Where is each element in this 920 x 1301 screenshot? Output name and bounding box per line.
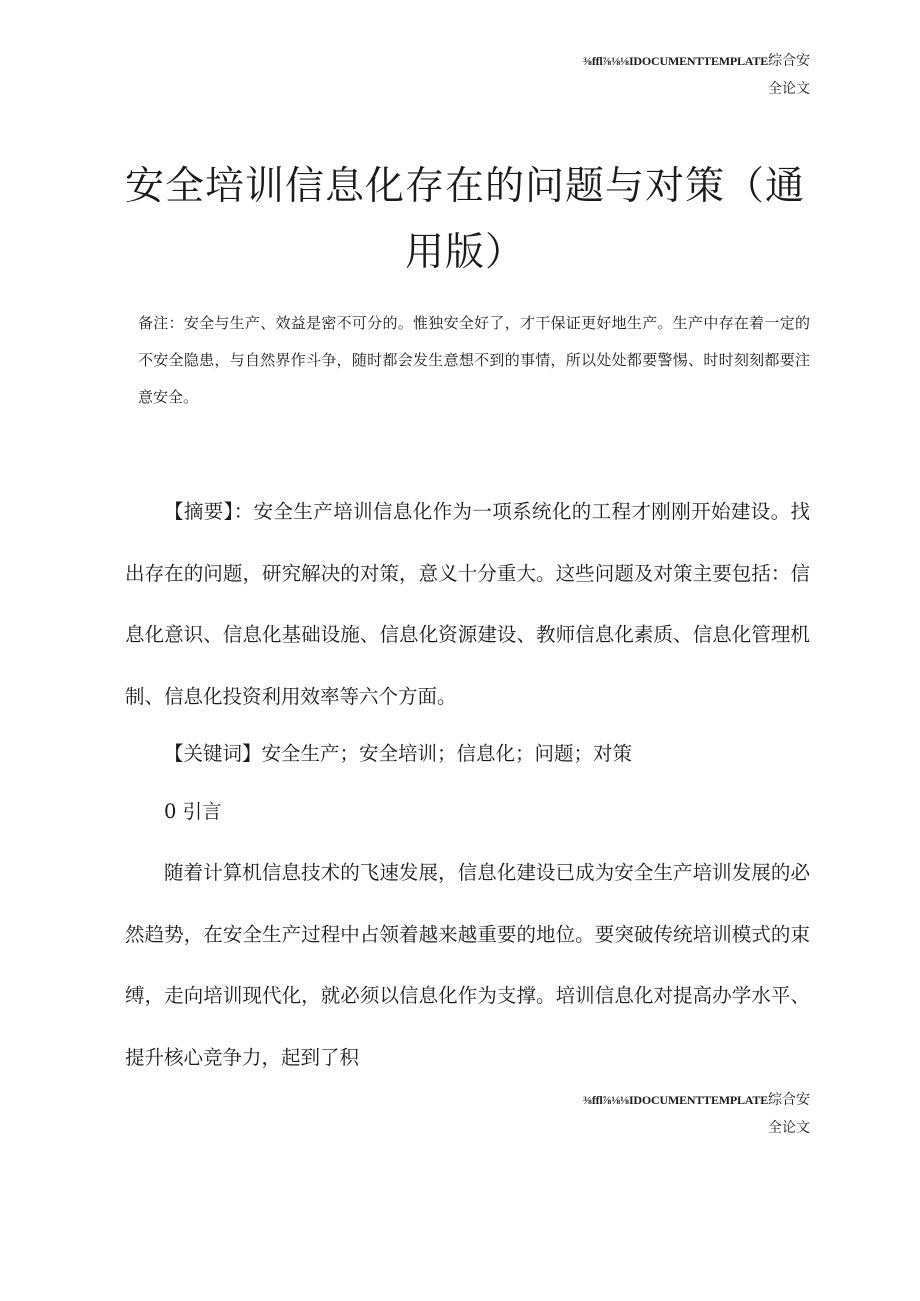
remark-note: 备注：安全与生产、效益是密不可分的。惟独安全好了，才干保证更好地生产。生产中存在着一定的不安全隐患，与自然界作斗争，随时都会发生意想不到的事情，所以处处都要警惕、时时刻刻都要注意安全。 xyxy=(138,314,810,406)
page-header xyxy=(583,47,810,103)
header-line-2: 全论文 xyxy=(768,81,810,97)
footer-suffix: 综合安 xyxy=(768,1092,810,1108)
footer-line-2: 全论文 xyxy=(768,1120,810,1136)
header-line-1 xyxy=(583,47,810,75)
keywords-paragraph: 【关键词】安全生产；安全培训；信息化；问题；对策 xyxy=(164,742,633,765)
intro-paragraph: 随着计算机信息技术的飞速发展，信息化建设已成为安全生产培训发展的必然趋势，在安全生产过程中占领着越来越重要的地位。要突破传统培训模式的束缚，走向培训现代化，就必须以信息化作为支撑。培训信息化对提高办学水平、提升核心竞争力，起到了积 xyxy=(125,861,810,1069)
abstract-paragraph: 【摘要】：安全生产培训信息化作为一项系统化的工程才刚刚开始建设。找出存在的问题，研究解决的对策，意义十分重大。这些问题及对策主要包括：信息化意识、信息化基础设施、信息化资源建设、教师信息化素质、信息化管理机制、信息化投资利用效率等六个方面。 xyxy=(125,500,810,708)
document-title: 安全培训信息化存在的问题与对策（通用版） xyxy=(124,164,805,276)
header-template-code: ⅜ffl⅞⅛⅛IDOCUMENTTEMPLATE xyxy=(583,54,768,68)
section-heading: 0 引言 xyxy=(164,799,222,823)
footer-line-1 xyxy=(583,1086,810,1114)
footer-template-code: ⅜ffl⅞⅛⅛IDOCUMENTTEMPLATE xyxy=(583,1093,768,1107)
header-suffix: 综合安 xyxy=(768,53,810,69)
body-text xyxy=(125,481,810,1088)
page-footer-header xyxy=(583,1086,810,1142)
